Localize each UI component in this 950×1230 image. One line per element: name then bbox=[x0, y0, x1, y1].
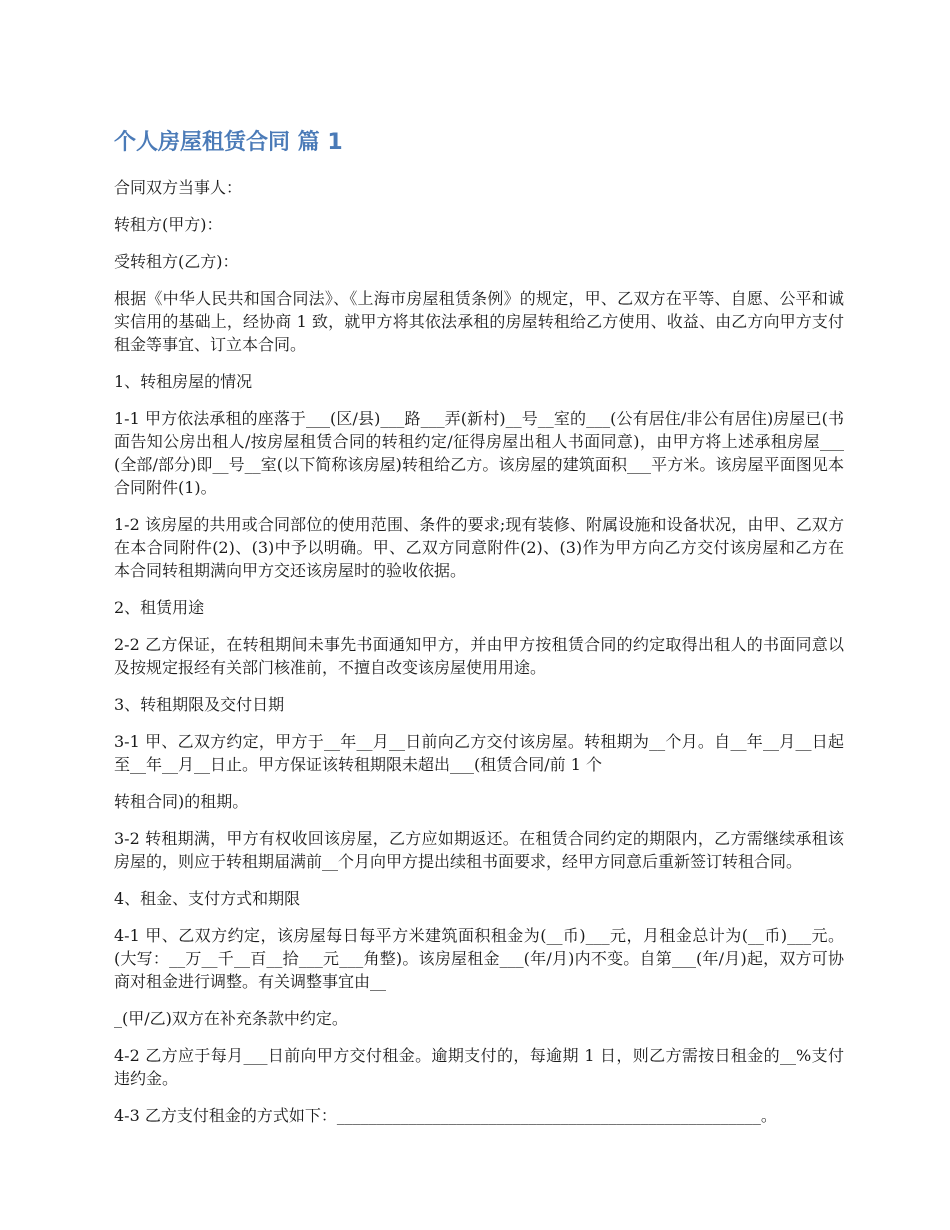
clause-3-2: 3-2 转租期满，甲方有权收回该房屋，乙方应如期返还。在租赁合同约定的期限内，乙方需继续承租该房屋的，则应于转租期届满前__个月向甲方提出续租书面要求，经甲方同意后重新签订转租合同。 bbox=[114, 829, 844, 871]
clause-3-1: 3-1 甲、乙双方约定，甲方于__年__月__日前向乙方交付该房屋。转租期为__个月。自__年__月__日起至__年__月__日止。甲方保证该转租期限未超出___(租赁合同/前 1 个 bbox=[114, 732, 844, 774]
section-heading-4: 4、租金、支付方式和期限 bbox=[114, 889, 301, 908]
paragraph-lessor: 转租方(甲方)： bbox=[114, 215, 223, 234]
clause-1-2: 1-2 该房屋的共用或合同部位的使用范围、条件的要求;现有装修、附属设施和设备状况，由甲、乙双方在本合同附件(2)、(3)中予以明确。甲、乙双方同意附件(2)、(3)作为甲方向乙方交付该房屋和乙方在本合同转租期满向甲方交还该房屋时的验收依据。 bbox=[114, 515, 844, 580]
clause-4-1: 4-1 甲、乙双方约定，该房屋每日每平方米建筑面积租金为(__币)___元，月租金总计为(__币)___元。(大写：__万__千__百__拾___元___角整)。该房屋租金___(年/月)内不变。自第___(年/月)起，双方可协商对租金进行调整。有关调整事宜由__ bbox=[114, 926, 844, 991]
clause-2-2: 2-2 乙方保证，在转租期间未事先书面通知甲方，并由甲方按租赁合同的约定取得出租人的书面同意以及按规定报经有关部门核准前，不擅自改变该房屋使用用途。 bbox=[114, 635, 844, 677]
section-heading-3: 3、转租期限及交付日期 bbox=[114, 695, 285, 714]
clause-3-1-continued: 转租合同)的租期。 bbox=[114, 792, 249, 811]
section-heading-1: 1、转租房屋的情况 bbox=[114, 372, 253, 391]
clause-4-3: 4-3 乙方支付租金的方式如下：_____________________________________________________。 bbox=[114, 1106, 777, 1125]
section-heading-2: 2、租赁用途 bbox=[114, 598, 205, 617]
document-body bbox=[114, 128, 844, 1141]
clause-4-2: 4-2 乙方应于每月___日前向甲方交付租金。逾期支付的，每逾期 1 日，则乙方需按日租金的__%支付违约金。 bbox=[114, 1046, 844, 1088]
clause-4-1-continued: _(甲/乙)双方在补充条款中约定。 bbox=[114, 1009, 348, 1028]
clause-1-1: 1-1 甲方依法承租的座落于___(区/县)___路___弄(新村)__号__室的___(公有居住/非公有居住)房屋已(书面告知公房出租人/按房屋租赁合同的转租约定/征得房屋出租人书面同意)，由甲方将上述承租房屋___(全部/部分)即__号__室(以下简称该房屋)转租给乙方。该房屋的建筑面积___平方米。该房屋平面图见本合同附件(1)。 bbox=[114, 409, 844, 497]
document-title: 个人房屋租赁合同 篇 1 bbox=[114, 130, 343, 155]
paragraph-parties: 合同双方当事人： bbox=[114, 178, 243, 197]
paragraph-lessee: 受转租方(乙方)： bbox=[114, 252, 239, 271]
paragraph-preamble: 根据《中华人民共和国合同法》、《上海市房屋租赁条例》的规定，甲、乙双方在平等、自愿、公平和诚实信用的基础上，经协商 1 致，就甲方将其依法承租的房屋转租给乙方使用、收益、由乙方向甲方支付租金等事宜、订立本合同。 bbox=[114, 289, 844, 354]
